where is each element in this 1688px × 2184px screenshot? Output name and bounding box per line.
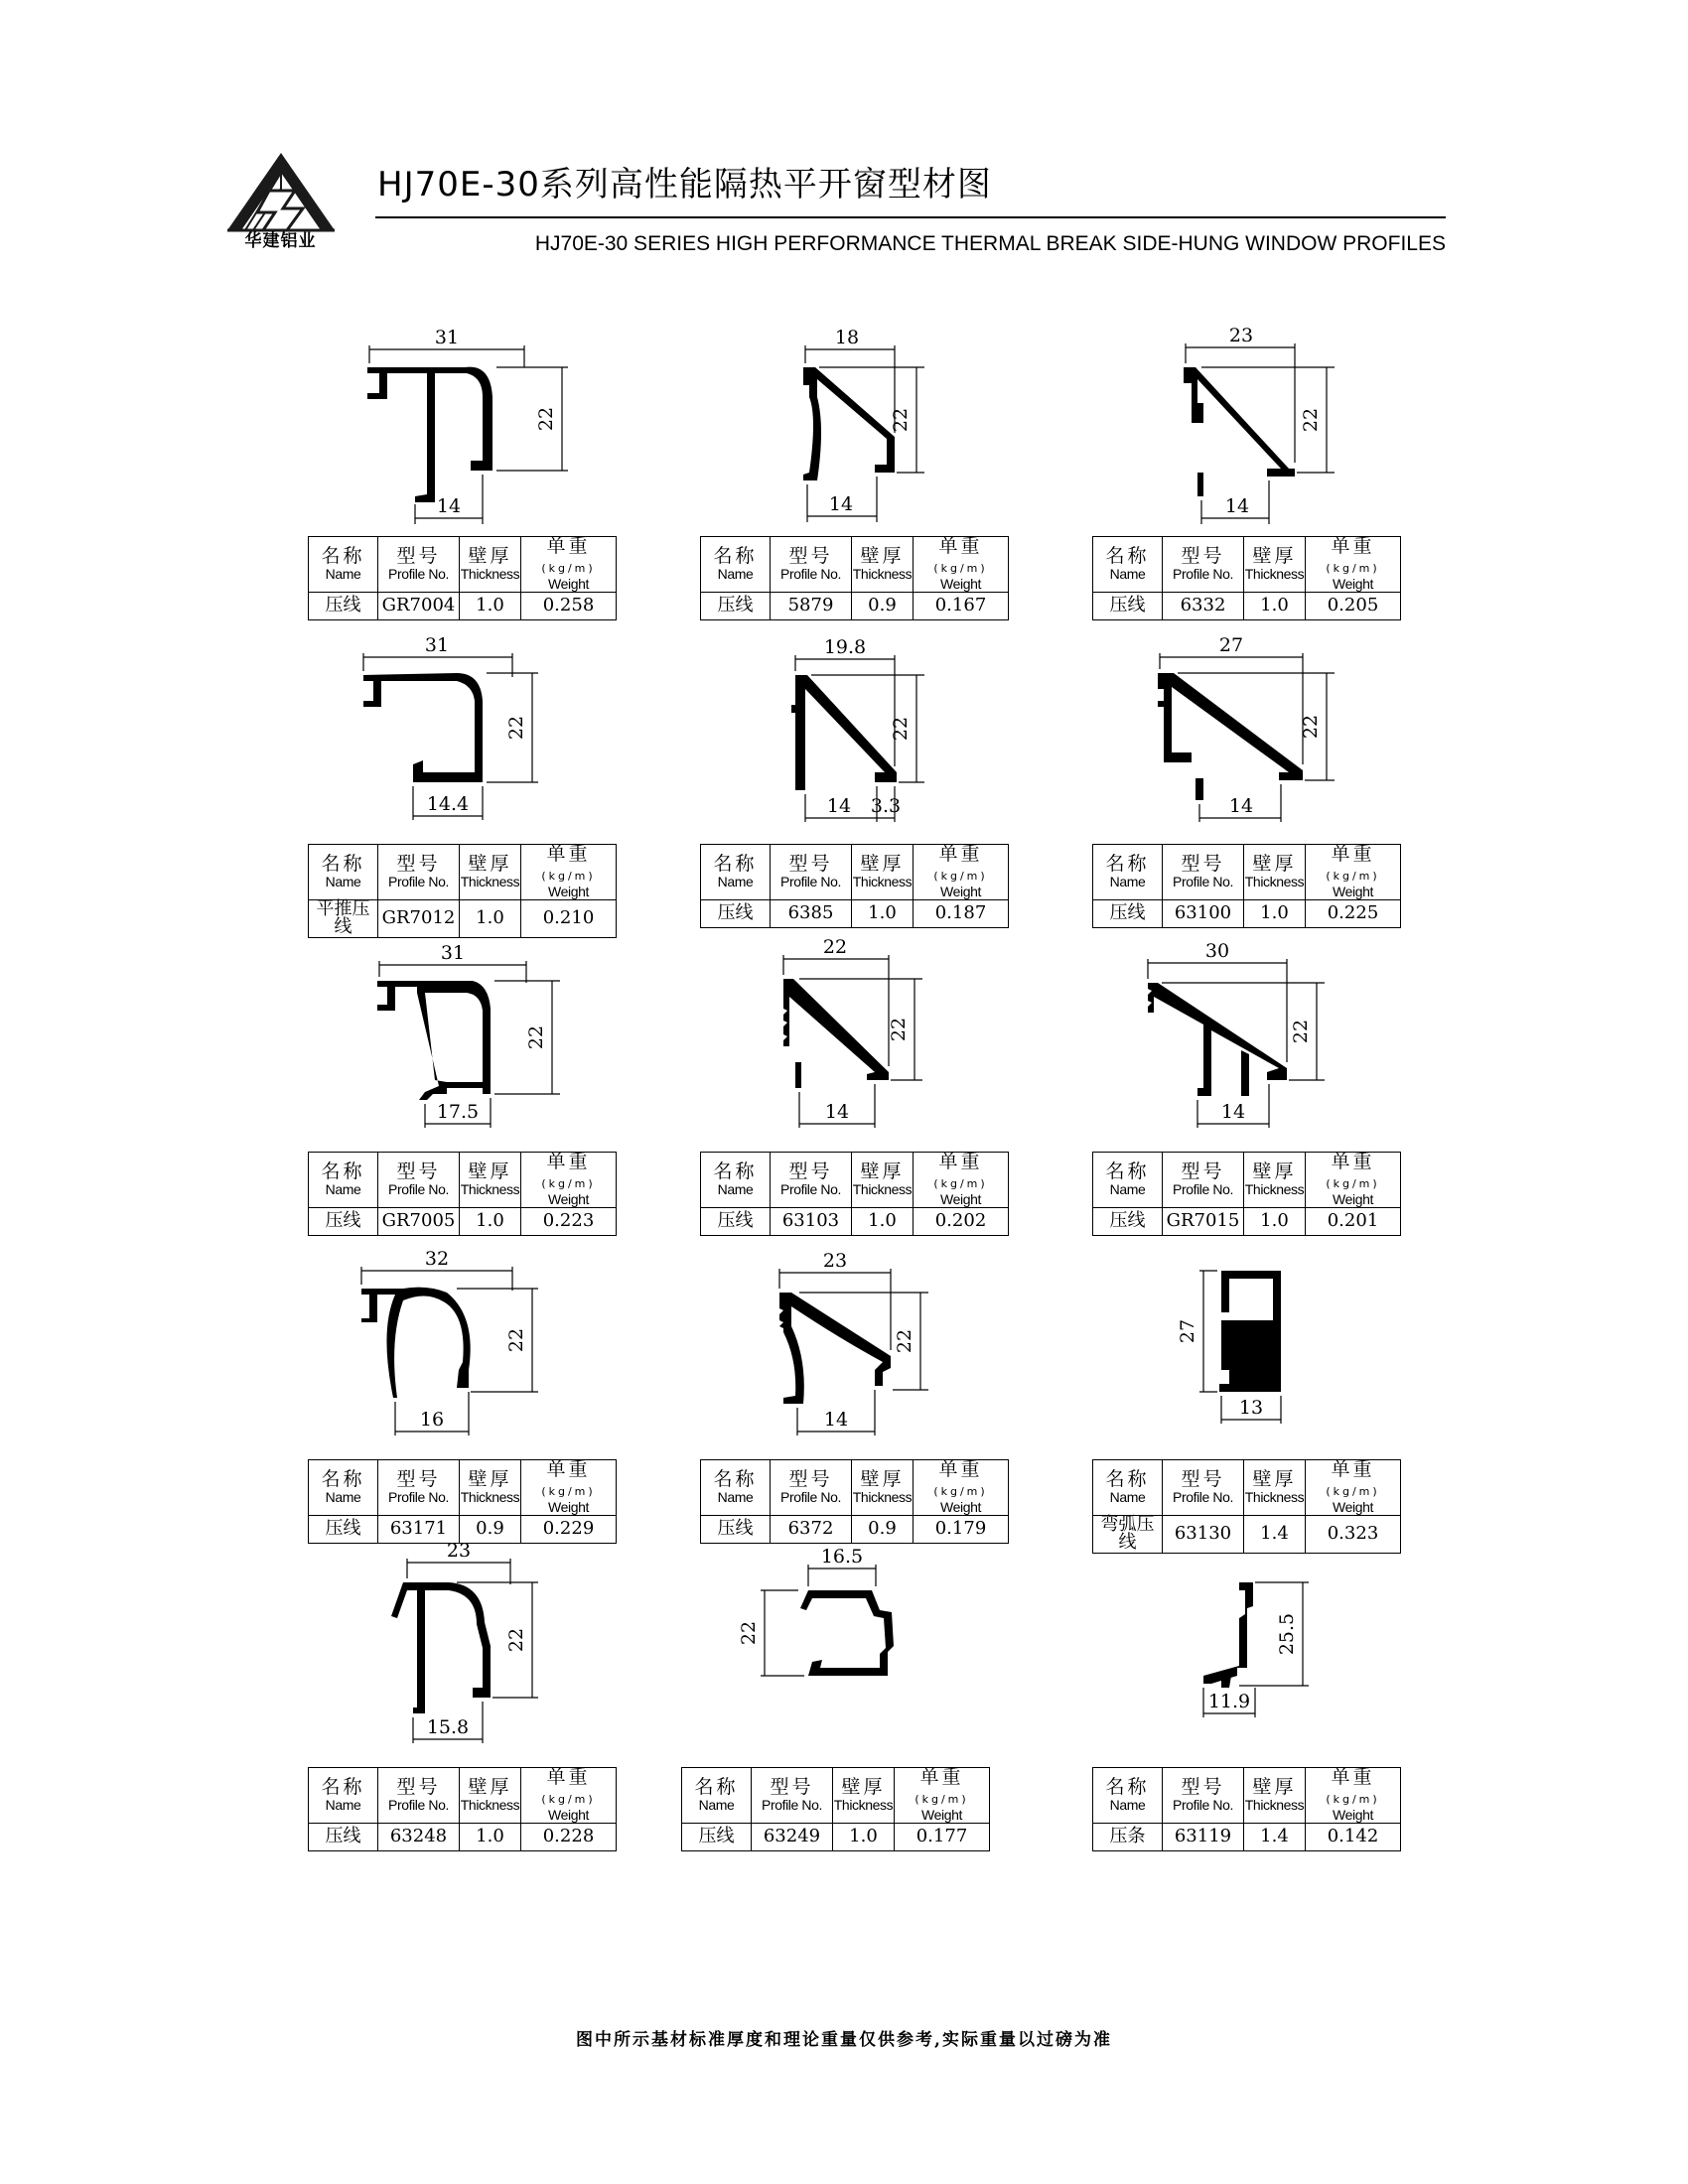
profile-card-63119 (1092, 1529, 1400, 1846)
profile-thickness: 1.0 (833, 1823, 895, 1850)
header-name-cn: 名称 (1105, 1160, 1150, 1182)
profile-number: 63100 (1163, 899, 1244, 927)
header-weight-en: Weight (548, 1190, 589, 1207)
profile-card-gr7015 (1092, 913, 1400, 1231)
footer-note: 图中所示基材标准厚度和理论重量仅供参考,实际重量以过磅为准 (576, 2030, 1112, 2050)
profile-name: 压线 (309, 592, 378, 619)
profile-number: 6385 (771, 899, 852, 927)
dim-bottom: 17.5 (436, 1101, 480, 1123)
profile-thickness: 1.0 (852, 899, 914, 927)
dim-width: 22 (822, 936, 848, 958)
header-profile-cn: 型号 (1181, 1775, 1225, 1798)
header-profile-en: Profile No. (780, 873, 841, 889)
header-profile-en: Profile No. (1173, 1180, 1233, 1197)
header-name-cn: 名称 (321, 1467, 365, 1490)
header-thickness-en: Thickness (460, 1796, 520, 1813)
profile-name: 弯弧压线 (1093, 1515, 1163, 1554)
profile-thickness: 1.0 (852, 1207, 914, 1235)
dim-height: 25.5 (1276, 1612, 1298, 1656)
dim-bottom: 14 (828, 493, 854, 515)
header-weight-en: Weight (548, 1806, 589, 1823)
profile-name: 压线 (309, 1515, 378, 1543)
page-title: HJ70E-30系列高性能隔热平开窗型材图 (377, 165, 992, 205)
dim-bottom: 14 (826, 795, 852, 817)
profile-name: 压线 (1093, 1207, 1163, 1235)
dim-height: 22 (1300, 714, 1322, 740)
profile-card-6372 (700, 1221, 1008, 1539)
dim-height: 22 (890, 716, 912, 742)
profile-name: 压线 (309, 1823, 378, 1850)
header-thickness-en: Thickness (460, 565, 520, 582)
header-weight-en: Weight (940, 575, 981, 592)
header-weight-cn: 单重 (546, 1766, 591, 1788)
header-profile-en: Profile No. (1173, 1488, 1233, 1505)
profile-card-gr7012 (308, 606, 616, 938)
header-thickness-en: Thickness (833, 1796, 894, 1813)
header-profile-en: Profile No. (388, 873, 449, 889)
dim-bottom: 14 (1220, 1101, 1246, 1123)
header-weight-unit: (kg/m) (914, 1792, 969, 1806)
profile-weight: 0.228 (521, 1823, 617, 1850)
profile-number: 5879 (771, 592, 852, 619)
profile-drawing-63171 (308, 1221, 616, 1459)
header-weight-unit: (kg/m) (541, 1176, 596, 1190)
dim-width: 30 (1204, 940, 1230, 962)
profile-card-6332 (1092, 298, 1400, 615)
header-profile-cn: 型号 (396, 852, 441, 875)
profile-card-63100 (1092, 606, 1400, 923)
header-name-en: Name (325, 1488, 361, 1505)
profile-thickness: 0.9 (852, 592, 914, 619)
profile-card-63130 (1092, 1221, 1400, 1554)
header-weight-en: Weight (1333, 575, 1373, 592)
profile-drawing-6332 (1092, 298, 1400, 536)
dim-width: 23 (822, 1250, 848, 1272)
header-profile-en: Profile No. (388, 1796, 449, 1813)
header-profile-en: Profile No. (388, 565, 449, 582)
profile-card-6385 (700, 606, 1008, 923)
profile-weight: 0.201 (1306, 1207, 1401, 1235)
profile-thickness: 1.0 (1244, 592, 1306, 619)
profile-thickness: 1.0 (460, 899, 521, 938)
profile-card-5879 (700, 298, 1008, 615)
spec-table-63248 (308, 1767, 617, 1851)
dim-width: 18 (834, 327, 860, 348)
dim-bottom: 15.8 (426, 1716, 470, 1738)
header-name-en: Name (717, 1180, 754, 1197)
profile-weight: 0.142 (1306, 1823, 1401, 1850)
profile-name: 压线 (1093, 899, 1163, 927)
profile-name: 压线 (701, 592, 771, 619)
header-name-en: Name (1109, 873, 1146, 889)
header-thickness-en: Thickness (852, 873, 913, 889)
dim-bottom: 14.4 (426, 793, 470, 815)
profile-drawing-63119 (1092, 1529, 1400, 1767)
header-thickness-en: Thickness (852, 565, 913, 582)
header-weight-unit: (kg/m) (1326, 1176, 1380, 1190)
header-weight-cn: 单重 (546, 1458, 591, 1480)
header-weight-unit: (kg/m) (933, 1176, 988, 1190)
header-weight-cn: 单重 (1331, 1766, 1375, 1788)
header-weight-cn: 单重 (938, 1458, 983, 1480)
header-profile-en: Profile No. (1173, 1796, 1233, 1813)
profile-number: GR7005 (378, 1207, 460, 1235)
profile-drawing-6385 (700, 606, 1008, 844)
header-profile-en: Profile No. (780, 1180, 841, 1197)
header-weight-cn: 单重 (1331, 535, 1375, 557)
header-weight-en: Weight (940, 1190, 981, 1207)
header-weight-unit: (kg/m) (1326, 1792, 1380, 1806)
header-name-cn: 名称 (713, 1467, 758, 1490)
header-weight-en: Weight (548, 1498, 589, 1515)
header-weight-cn: 单重 (546, 843, 591, 865)
profile-weight: 0.179 (914, 1515, 1009, 1543)
header-profile-cn: 型号 (788, 1467, 833, 1490)
title-divider (375, 216, 1446, 218)
profile-number: 63130 (1163, 1515, 1244, 1554)
header-weight-cn: 单重 (1331, 1151, 1375, 1172)
header-weight-en: Weight (940, 883, 981, 899)
profile-weight: 0.167 (914, 592, 1009, 619)
header-name-en: Name (717, 565, 754, 582)
profile-drawing-gr7004 (308, 298, 616, 536)
header-name-cn: 名称 (1105, 852, 1150, 875)
header-name-cn: 名称 (321, 544, 365, 567)
header-thickness-en: Thickness (1244, 565, 1305, 582)
header-thickness-cn: 壁厚 (468, 852, 512, 875)
profile-card-63249 (681, 1529, 989, 1846)
header-name-en: Name (1109, 1796, 1146, 1813)
header-weight-unit: (kg/m) (1326, 1484, 1380, 1498)
header-weight-cn: 单重 (938, 843, 983, 865)
header-thickness-en: Thickness (852, 1180, 913, 1197)
header-profile-en: Profile No. (388, 1488, 449, 1505)
header-thickness-cn: 壁厚 (841, 1775, 886, 1798)
header-name-cn: 名称 (1105, 1775, 1150, 1798)
header-thickness-cn: 壁厚 (1252, 1160, 1297, 1182)
header-name-cn: 名称 (713, 852, 758, 875)
header-thickness-cn: 壁厚 (1252, 544, 1297, 567)
header-name-en: Name (717, 873, 754, 889)
profile-drawing-5879 (700, 298, 1008, 536)
header-weight-en: Weight (1333, 1806, 1373, 1823)
header-profile-cn: 型号 (788, 544, 833, 567)
header-profile-cn: 型号 (1181, 1467, 1225, 1490)
header-profile-cn: 型号 (1181, 852, 1225, 875)
header-name-cn: 名称 (321, 1775, 365, 1798)
profile-drawing-gr7015 (1092, 913, 1400, 1152)
spec-table-63249 (681, 1767, 990, 1851)
header-thickness-en: Thickness (460, 873, 520, 889)
header-thickness-cn: 壁厚 (468, 1467, 512, 1490)
header-weight-cn: 单重 (546, 535, 591, 557)
profile-name: 压线 (701, 899, 771, 927)
header-name-en: Name (698, 1796, 735, 1813)
dim-height: 22 (505, 1627, 527, 1653)
spec-table-63119 (1092, 1767, 1401, 1851)
header-weight-cn: 单重 (919, 1766, 964, 1788)
header-weight-unit: (kg/m) (933, 1484, 988, 1498)
profile-weight: 0.225 (1306, 899, 1401, 927)
header-thickness-en: Thickness (460, 1180, 520, 1197)
profile-card-63248 (308, 1529, 616, 1846)
header-thickness-en: Thickness (1244, 1180, 1305, 1197)
dim-width: 16.5 (820, 1546, 864, 1568)
header-profile-en: Profile No. (780, 1488, 841, 1505)
profile-name: 压线 (701, 1207, 771, 1235)
header-weight-cn: 单重 (1331, 843, 1375, 865)
profile-number: GR7012 (378, 899, 460, 938)
header-profile-cn: 型号 (1181, 1160, 1225, 1182)
profile-weight: 0.202 (914, 1207, 1009, 1235)
profile-name: 压线 (682, 1823, 752, 1850)
profile-drawing-6372 (700, 1221, 1008, 1459)
logo-text: 华建铝业 (244, 231, 317, 251)
header-profile-en: Profile No. (388, 1180, 449, 1197)
header-name-cn: 名称 (694, 1775, 739, 1798)
header-profile-cn: 型号 (396, 1775, 441, 1798)
profile-thickness: 0.9 (852, 1515, 914, 1543)
header-weight-unit: (kg/m) (541, 1484, 596, 1498)
dim-width: 19.8 (823, 636, 867, 658)
profile-weight: 0.177 (895, 1823, 990, 1850)
header-thickness-cn: 壁厚 (1252, 1467, 1297, 1490)
header-profile-cn: 型号 (788, 1160, 833, 1182)
header-name-en: Name (325, 1180, 361, 1197)
header-weight-cn: 单重 (546, 1151, 591, 1172)
header-thickness-cn: 壁厚 (468, 544, 512, 567)
profile-thickness: 1.0 (460, 592, 521, 619)
profile-drawing-63103 (700, 913, 1008, 1152)
header-weight-en: Weight (548, 883, 589, 899)
dim-bottom: 13 (1238, 1397, 1264, 1419)
header-weight-en: Weight (1333, 883, 1373, 899)
header-name-cn: 名称 (1105, 1467, 1150, 1490)
profile-drawing-gr7012 (308, 606, 616, 844)
header-thickness-en: Thickness (460, 1488, 520, 1505)
header-thickness-cn: 壁厚 (860, 1160, 905, 1182)
profile-weight: 0.210 (521, 899, 617, 938)
header-profile-cn: 型号 (396, 1467, 441, 1490)
dim-height: 22 (505, 1327, 527, 1353)
header-name-en: Name (717, 1488, 754, 1505)
header-thickness-cn: 壁厚 (860, 544, 905, 567)
header-profile-cn: 型号 (788, 852, 833, 875)
header-thickness-cn: 壁厚 (1252, 852, 1297, 875)
header-weight-unit: (kg/m) (933, 561, 988, 575)
profile-weight: 0.187 (914, 899, 1009, 927)
dim-height: 22 (535, 406, 557, 432)
header-weight-unit: (kg/m) (541, 1792, 596, 1806)
header-name-en: Name (325, 873, 361, 889)
profile-drawing-63248 (308, 1529, 616, 1767)
profile-name: 压条 (1093, 1823, 1163, 1850)
dim-height: 27 (1177, 1318, 1198, 1344)
dim-width: 31 (434, 327, 460, 348)
profile-weight: 0.323 (1306, 1515, 1401, 1554)
profile-weight: 0.205 (1306, 592, 1401, 619)
dim-bottom: 14 (1224, 495, 1250, 517)
profile-drawing-63249 (681, 1529, 989, 1767)
dim-bottom: 14 (1228, 795, 1254, 817)
header-profile-cn: 型号 (1181, 544, 1225, 567)
header-name-en: Name (1109, 1180, 1146, 1197)
header-weight-cn: 单重 (938, 1151, 983, 1172)
dim-bottom-secondary: 3.3 (870, 795, 902, 817)
profile-weight: 0.223 (521, 1207, 617, 1235)
profile-name: 平推压线 (309, 899, 378, 938)
profile-name: 压线 (309, 1207, 378, 1235)
header-thickness-en: Thickness (852, 1488, 913, 1505)
header-name-cn: 名称 (321, 1160, 365, 1182)
header-weight-en: Weight (548, 575, 589, 592)
header-weight-en: Weight (1333, 1190, 1373, 1207)
dim-bottom: 14 (824, 1101, 850, 1123)
header-name-cn: 名称 (713, 544, 758, 567)
dim-bottom: 14 (823, 1409, 849, 1431)
profile-thickness: 1.0 (460, 1207, 521, 1235)
header-name-cn: 名称 (713, 1160, 758, 1182)
header-name-cn: 名称 (321, 852, 365, 875)
header-profile-en: Profile No. (762, 1796, 822, 1813)
profile-card-gr7004 (308, 298, 616, 615)
dim-width: 27 (1218, 634, 1244, 656)
dim-height: 22 (505, 715, 527, 741)
header-weight-unit: (kg/m) (933, 869, 988, 883)
profile-number: 63103 (771, 1207, 852, 1235)
dim-height: 22 (888, 1017, 910, 1042)
header-weight-unit: (kg/m) (541, 869, 596, 883)
profile-number: 63119 (1163, 1823, 1244, 1850)
header-weight-en: Weight (940, 1498, 981, 1515)
header-weight-unit: (kg/m) (541, 561, 596, 575)
dim-width: 31 (440, 942, 466, 964)
dim-width: 32 (424, 1248, 450, 1270)
header-name-en: Name (1109, 565, 1146, 582)
header-thickness-cn: 壁厚 (1252, 1775, 1297, 1798)
header-name-en: Name (325, 565, 361, 582)
profile-number: GR7004 (378, 592, 460, 619)
header-name-en: Name (1109, 1488, 1146, 1505)
profile-thickness: 1.0 (1244, 899, 1306, 927)
dim-bottom: 14 (436, 495, 462, 517)
dim-height: 22 (525, 1024, 547, 1050)
header-thickness-en: Thickness (1244, 873, 1305, 889)
dim-bottom: 16 (419, 1409, 445, 1431)
profile-number: 6332 (1163, 592, 1244, 619)
profile-thickness: 1.4 (1244, 1515, 1306, 1554)
dim-height: 22 (894, 1328, 915, 1354)
header-thickness-en: Thickness (1244, 1488, 1305, 1505)
profile-weight: 0.229 (521, 1515, 617, 1543)
header-profile-cn: 型号 (396, 544, 441, 567)
profile-drawing-gr7005 (308, 913, 616, 1152)
profile-thickness: 1.0 (460, 1823, 521, 1850)
header-weight-en: Weight (1333, 1498, 1373, 1515)
header-weight-unit: (kg/m) (1326, 561, 1380, 575)
profile-card-63103 (700, 913, 1008, 1231)
dim-width: 23 (1228, 325, 1254, 346)
profile-number: GR7015 (1163, 1207, 1244, 1235)
profile-thickness: 0.9 (460, 1515, 521, 1543)
profile-drawing-63100 (1092, 606, 1400, 844)
profile-card-gr7005 (308, 913, 616, 1231)
header-weight-en: Weight (921, 1806, 962, 1823)
profile-card-63171 (308, 1221, 616, 1539)
dim-height: 22 (1290, 1019, 1312, 1044)
header-thickness-cn: 壁厚 (860, 1467, 905, 1490)
dim-width: 23 (446, 1540, 472, 1562)
header-weight-cn: 单重 (1331, 1458, 1375, 1480)
dim-bottom: 11.9 (1207, 1691, 1251, 1712)
profile-thickness: 1.4 (1244, 1823, 1306, 1850)
dim-width: 31 (424, 634, 450, 656)
header-profile-en: Profile No. (1173, 873, 1233, 889)
profile-drawing-63130 (1092, 1221, 1400, 1459)
header-name-en: Name (325, 1796, 361, 1813)
header-profile-en: Profile No. (780, 565, 841, 582)
header-profile-cn: 型号 (396, 1160, 441, 1182)
profile-number: 6372 (771, 1515, 852, 1543)
header-thickness-cn: 壁厚 (468, 1775, 512, 1798)
dim-height: 22 (738, 1620, 760, 1646)
page-subtitle: HJ70E-30 SERIES HIGH PERFORMANCE THERMAL BREAK SIDE-HUNG WINDOW PROFILES (534, 232, 1446, 255)
dim-height: 22 (890, 407, 912, 433)
profile-name: 压线 (1093, 592, 1163, 619)
header-profile-cn: 型号 (770, 1775, 814, 1798)
header-name-cn: 名称 (1105, 544, 1150, 567)
dim-height: 22 (1300, 407, 1322, 433)
profile-number: 63248 (378, 1823, 460, 1850)
profile-weight: 0.258 (521, 592, 617, 619)
header-thickness-en: Thickness (1244, 1796, 1305, 1813)
profile-thickness: 1.0 (1244, 1207, 1306, 1235)
header-thickness-cn: 壁厚 (468, 1160, 512, 1182)
profile-number: 63249 (752, 1823, 833, 1850)
header-weight-unit: (kg/m) (1326, 869, 1380, 883)
header-thickness-cn: 壁厚 (860, 852, 905, 875)
profile-name: 压线 (701, 1515, 771, 1543)
header-weight-cn: 单重 (938, 535, 983, 557)
header-profile-en: Profile No. (1173, 565, 1233, 582)
profile-number: 63171 (378, 1515, 460, 1543)
